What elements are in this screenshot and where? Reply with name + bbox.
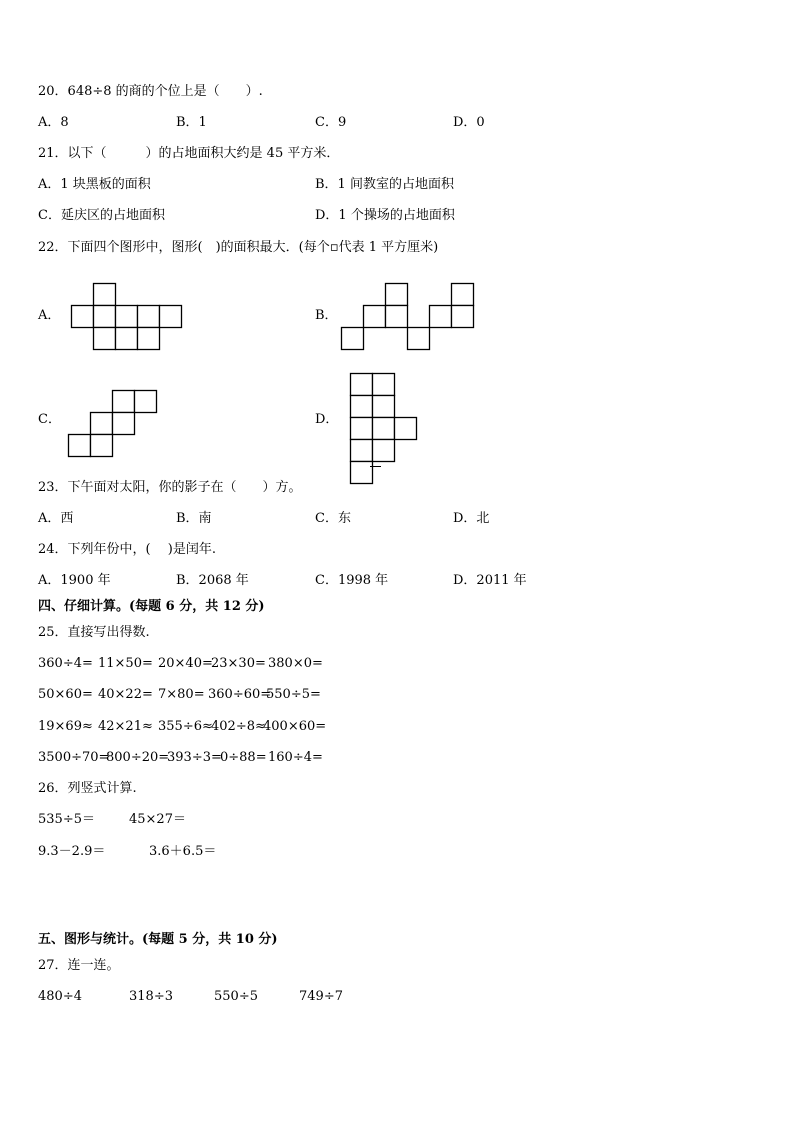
q24-stem: 24．下列年份中，( )是闰年. — [38, 542, 216, 557]
q25-r4-c5: 160÷4= — [268, 750, 323, 765]
q25-r2-c4: 360÷60= — [208, 687, 272, 702]
figure-d-cell — [351, 440, 373, 462]
figure-d — [350, 373, 420, 465]
q25-r4-c2: 800÷20= — [106, 750, 170, 765]
q25-r4-c4: 0÷88= — [220, 750, 267, 765]
q21-stem: 21．以下（ ）的占地面积大约是 45 平方米． — [38, 146, 340, 161]
figure-a-cell — [116, 328, 138, 350]
figure-b — [341, 283, 477, 353]
q25-r3-c5: 400×60= — [263, 719, 327, 734]
figure-b-cell — [342, 328, 364, 350]
figure-a-cell — [116, 306, 138, 328]
figure-a-cell — [94, 328, 116, 350]
q20-option-a: A．8 — [38, 115, 69, 130]
q25-r1-c3: 20×40= — [158, 656, 213, 671]
figure-a — [71, 283, 185, 353]
figure-a-cell — [138, 306, 160, 328]
figure-d-cell — [373, 418, 395, 440]
figure-c-cell — [135, 391, 157, 413]
q24-option-b: B．2068 年 — [176, 573, 249, 588]
q20-option-b: B．1 — [176, 115, 207, 130]
figure-b-cell — [386, 284, 408, 306]
figure-c-cell — [91, 435, 113, 457]
q25-r4-c1: 3500÷70= — [38, 750, 110, 765]
figure-d-mark — [370, 466, 381, 467]
q25-r3-c4: 402÷8≈ — [211, 719, 266, 734]
q23-option-a: A．西 — [38, 511, 74, 526]
figure-d-cell — [351, 396, 373, 418]
figure-b-cell — [430, 306, 452, 328]
figure-b-cell — [452, 284, 474, 306]
q25-r1-c1: 360÷4= — [38, 656, 93, 671]
figure-a-cell — [94, 284, 116, 306]
q26-r2-c1: 9.3－2.9＝ — [38, 844, 106, 859]
q22-stem: 22．下面四个图形中，图形( )的面积最大．(每个▫代表 1 平方厘米) — [38, 240, 439, 255]
figure-b-cell — [408, 328, 430, 350]
q26-stem: 26．列竖式计算. — [38, 781, 137, 796]
q22-label-a: A． — [38, 308, 61, 323]
q22-label-d: D． — [315, 412, 339, 427]
q20-option-c: C．9 — [315, 115, 347, 130]
q25-r1-c4: 23×30= — [211, 656, 266, 671]
figure-c-cell — [113, 391, 135, 413]
q20-option-d: D．0 — [453, 115, 485, 130]
q24-option-c: C．1998 年 — [315, 573, 389, 588]
q25-r2-c5: 550÷5= — [266, 687, 321, 702]
figure-d-cell — [373, 374, 395, 396]
q25-r3-c3: 355÷6≈ — [158, 719, 213, 734]
figure-d-cell — [351, 374, 373, 396]
q26-r1-c2: 45×27＝ — [129, 812, 186, 827]
q25-r2-c1: 50×60= — [38, 687, 93, 702]
q27-item-2: 318÷3 — [129, 989, 173, 1004]
q21-option-c: C．延庆区的占地面积 — [38, 208, 165, 223]
figure-d-cell — [373, 440, 395, 462]
figure-b-cell — [386, 306, 408, 328]
q27-item-3: 550÷5 — [214, 989, 258, 1004]
q25-r2-c2: 40×22= — [98, 687, 153, 702]
figure-d-cell — [351, 462, 373, 484]
figure-d-cell — [351, 418, 373, 440]
figure-c-cell — [113, 413, 135, 435]
q23-stem: 23．下午面对太阳，你的影子在（ ）方。 — [38, 480, 302, 495]
q23-option-b: B．南 — [176, 511, 212, 526]
q27-stem: 27．连一连。 — [38, 958, 120, 973]
q27-item-4: 749÷7 — [299, 989, 343, 1004]
figure-c-cell — [91, 413, 113, 435]
figure-a-cell — [138, 328, 160, 350]
q20-stem: 20．648÷8 的商的个位上是（ ）. — [38, 84, 263, 99]
figure-d-cell — [373, 396, 395, 418]
q25-stem: 25．直接写出得数. — [38, 625, 150, 640]
q23-option-d: D．北 — [453, 511, 490, 526]
q25-r3-c1: 19×69≈ — [38, 719, 93, 734]
q21-option-a: A．1 块黑板的面积 — [38, 177, 151, 192]
q24-option-d: D．2011 年 — [453, 573, 527, 588]
figure-d-cell — [395, 418, 417, 440]
q25-r3-c2: 42×21≈ — [98, 719, 153, 734]
q22-label-b: B． — [315, 308, 338, 323]
q25-r1-c5: 380×0= — [268, 656, 323, 671]
figure-a-cell — [72, 306, 94, 328]
q25-r1-c2: 11×50= — [98, 656, 153, 671]
q25-r4-c3: 393÷3= — [167, 750, 222, 765]
q25-r2-c3: 7×80= — [158, 687, 205, 702]
figure-b-cell — [364, 306, 386, 328]
figure-c — [68, 390, 160, 460]
q21-option-b: B．1 间教室的占地面积 — [315, 177, 454, 192]
q26-r1-c1: 535÷5＝ — [38, 812, 95, 827]
q23-option-c: C．东 — [315, 511, 351, 526]
figure-a-cell — [94, 306, 116, 328]
q22-label-c: C． — [38, 412, 61, 427]
q26-r2-c2: 3.6＋6.5＝ — [149, 844, 217, 859]
figure-b-cell — [452, 306, 474, 328]
figure-c-cell — [69, 435, 91, 457]
figure-a-cell — [160, 306, 182, 328]
section-5-title: 五、图形与统计。(每题 5 分，共 10 分) — [38, 932, 278, 947]
section-4-title: 四、仔细计算。(每题 6 分，共 12 分) — [38, 599, 265, 614]
q27-item-1: 480÷4 — [38, 989, 82, 1004]
q24-option-a: A．1900 年 — [38, 573, 111, 588]
q21-option-d: D．1 个操场的占地面积 — [315, 208, 455, 223]
